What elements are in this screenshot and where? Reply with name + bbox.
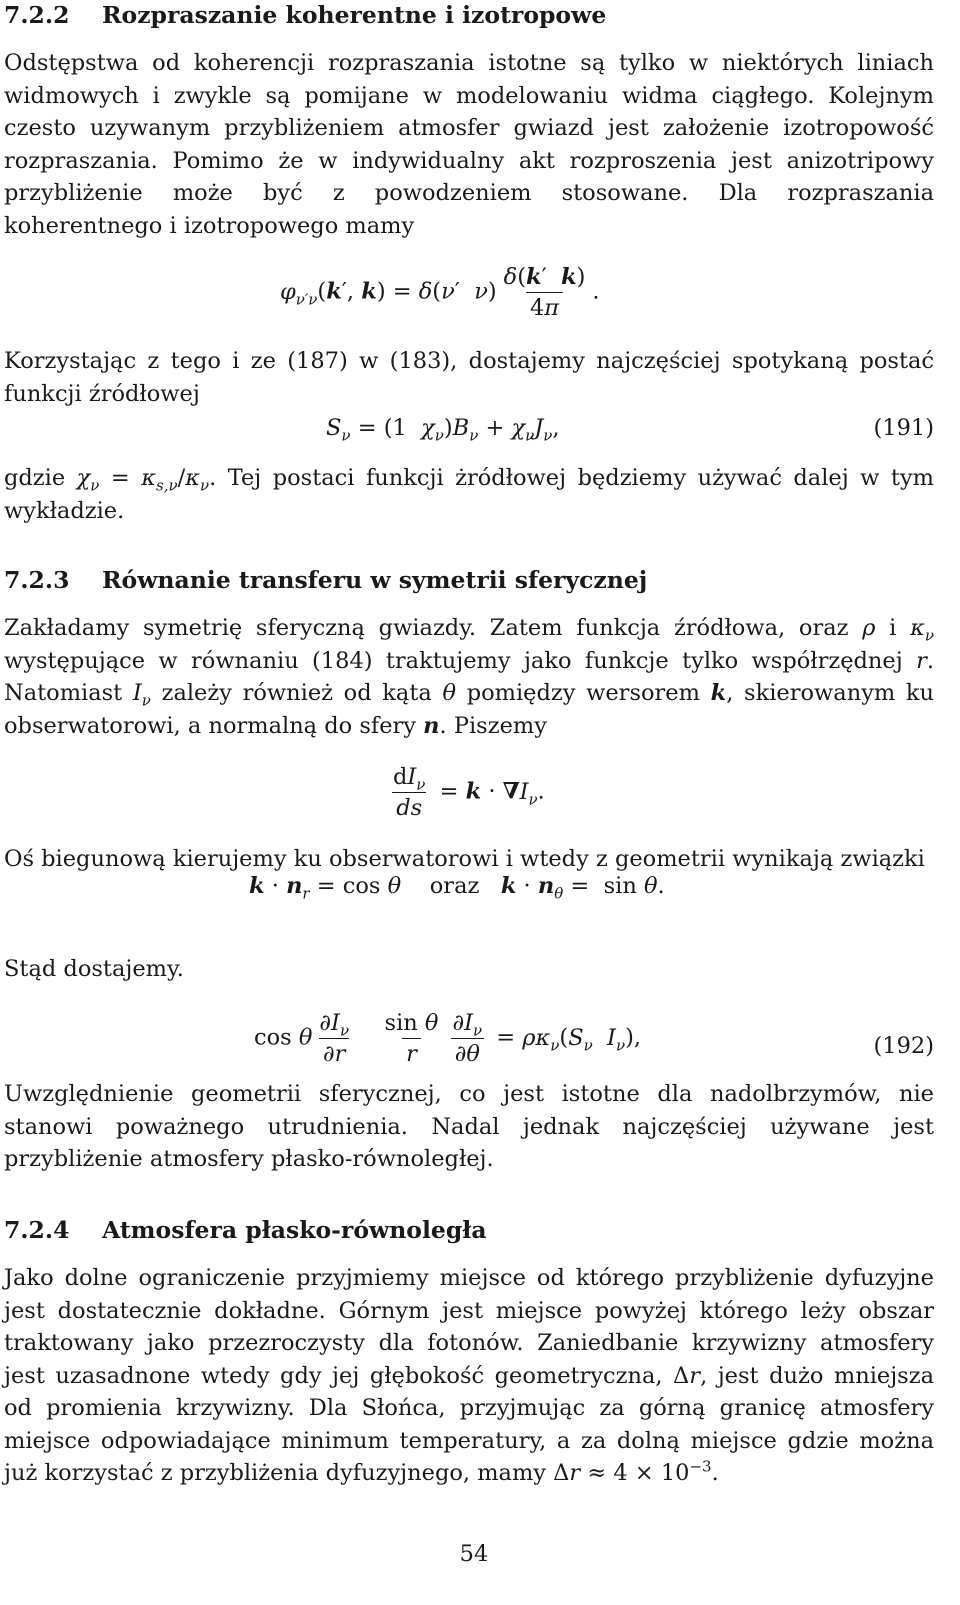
paragraph-polar-axis: Oś biegunową kierujemy ku obserwatorowi i wtedy z geometrii wynikają związki (4, 846, 925, 872)
equation-transfer-derivative: $\frac{dI_\nu}{ds}$ = $k \cdot \nabla I_\nu$. (393, 764, 545, 821)
document-page (4, 0, 934, 1605)
paragraph-hence: Stąd dostajemy. (4, 956, 184, 982)
equation-191-row (4, 412, 934, 446)
equation-phase-function: $\varphi_{\nu'\nu}(k'$, k) = δ(ν′ ν) $\frac{\delta(k' k)}{4\pi}$ . (280, 264, 600, 321)
equation-192-row (4, 1008, 934, 1088)
equation-spherical-transfer: cos θ $\frac{\partial I_\nu}{\partial r}$ $\frac{\text{sin θ}}{r}$ $\frac{\partial I_\nu}{\partial\theta}$ = $\rho\kappa_\nu(S_\nu$ $I_\nu$), (254, 1010, 641, 1067)
paragraph-source-function-intro: Korzystając z tego i ze (187) w (183), dostajemy najczęściej spotykaną postać funkcji źródłowej (4, 348, 934, 407)
section-heading-7-2-3: 7.2.3 Równanie transferu w symetrii sferycznej (4, 566, 648, 594)
equation-number-191: (191) (873, 415, 934, 441)
equation-number-192: (192) (873, 1033, 934, 1059)
paragraph-plane-parallel: Jako dolne ograniczenie przyjmiemy miejsce od którego przybliżenie dyfuzyjne jest dostatecznie dokładne. Górnym jest miejsce powyżej którego leży obszar traktowany jako przezroczysty dla fotonów. Zaniedbanie krzywizny atmosfery jest uzasadnone wtedy gdy jej głębokość geometryczna, Δr, jest dużo mniejsza od promienia krzywizny. Dla Słońca, przyjmując za górną granicę atmosfery miejsce odpowiadające minimum temperatury, a za dolną miejsce gdzie można już korzystać z przybliżenia dyfuzyjnego, mamy $\Delta r \approx 4 \times 10^{-3}$. (4, 1265, 934, 1486)
equation-source-function: $S_\nu = (1$ $\chi_\nu)B_\nu + \chi_\nu J_\nu$, (326, 415, 560, 445)
paragraph-spherical-geometry: Uwzględnienie geometrii sferycznej, co jest istotne dla nadolbrzymów, nie stanowi poważnego utrudnienia. Nadal jednak najczęściej używane jest przybliżenie atmosfery płasko-równoległej. (4, 1081, 934, 1172)
page-number: 54 (459, 1541, 489, 1567)
paragraph-scattering-intro: Odstępstwa od koherencji rozpraszania istotne są tylko w niektórych liniach widmowych i zwykle są pomijane w modelowaniu widma ciągłego. Kolejnym czesto uzywanym przybliżeniem atmosfer gwiazd jest założenie izotropowość rozpraszania. Pomimo że w indywidualny akt rozproszenia jest anizotripowy przybliżenie może być z powodzeniem stosowane. Dla rozpraszania koherentnego i izotropowego mamy (4, 50, 934, 239)
paragraph-chi-definition: gdzie $\chi_\nu = \kappa_{s,\nu}/\kappa_\nu$. Tej postaci funkcji żródłowej będziemy używać dalej w tym wykładzie. (4, 465, 934, 524)
equation-direction-cosines: $k \cdot n_r = \cos \theta$ oraz $k \cdot n_\theta = \sin \theta$. (249, 873, 665, 903)
section-heading-7-2-2: 7.2.2 Rozpraszanie koherentne i izotropowe (4, 1, 607, 29)
section-heading-7-2-4: 7.2.4 Atmosfera płasko-równoległa (4, 1216, 487, 1244)
paragraph-spherical-symmetry: Zakładamy symetrię sferyczną gwiazdy. Zatem funkcja źródłowa, oraz ρ i $\kappa_\nu$ występujące w równaniu (184) traktujemy jako funkcje tylko współrzędnej r. Natomiast $I_\nu$ zależy również od kąta θ pomiędzy wersorem k, skierowanym ku obserwatorowi, a normalną do sfery n. Piszemy (4, 615, 935, 739)
